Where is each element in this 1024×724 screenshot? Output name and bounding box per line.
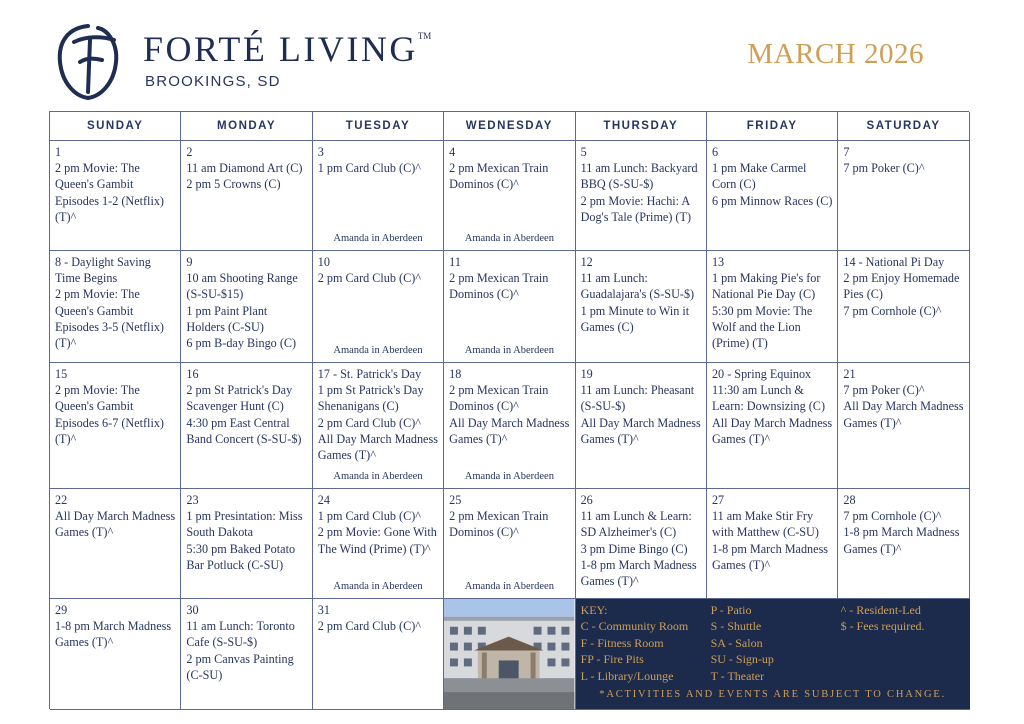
day-cell <box>181 251 312 363</box>
day-cell <box>50 363 181 489</box>
day-cell <box>181 363 312 489</box>
trademark-mark: TM <box>417 31 432 41</box>
disclaimer-text: *ACTIVITIES AND EVENTS ARE SUBJECT TO CHANGE. <box>599 688 947 700</box>
legend-column <box>711 602 774 684</box>
event-entry: 2 pm Canvas Painting (C-SU) <box>186 651 294 682</box>
event-entry: 1-8 pm March Madness Games (T)^ <box>580 557 697 589</box>
event-entry: 10 am Shooting Range (S-SU-$15) <box>186 271 298 302</box>
day-cell <box>707 251 838 363</box>
day-number: 4 <box>449 145 456 159</box>
event-entry: 2 pm Mexican Train Dominos (C)^ <box>449 271 549 302</box>
day-number: 24 <box>317 493 330 507</box>
event-entry: 4:30 pm East Central Band Concert (S-SU-$) <box>186 415 302 446</box>
event-entry: 2 pm Mexican Train Dominos (C)^ <box>449 161 549 192</box>
event-entry: 2 pm 5 Crowns (C) <box>186 177 281 192</box>
day-cell <box>707 363 838 489</box>
event-entry: 2 pm Card Club (C)^ <box>317 619 421 634</box>
event-entry: All Day March Madness Games (T)^ <box>449 415 570 446</box>
building-image <box>444 599 574 709</box>
event-entry: 1 pm Paint Plant Holders (C-SU) <box>186 303 268 334</box>
day-number: 27 <box>711 493 725 507</box>
event-entry: 5:30 pm Movie: The Wolf and the Lion (Prime) (T) <box>711 303 813 351</box>
event-entry: 2 pm Card Club (C)^ <box>317 415 421 430</box>
day-cell <box>707 141 838 251</box>
day-number: 8 - Daylight Saving Time Begins <box>55 255 151 286</box>
legend-key <box>576 599 970 710</box>
event-entry: 1 pm Presintation: Miss South Dakota <box>186 509 303 540</box>
event-entry: 2 pm Mexican Train Dominos (C)^ <box>449 509 549 540</box>
day-number: 7 <box>843 145 850 159</box>
day-number: 17 - St. Patrick's Day <box>317 367 422 381</box>
event-entry: 2 pm Movie: The Queen's Gambit Episodes 3-5 (Netflix) (T)^ <box>55 287 164 351</box>
event-entry: 3 pm Dime Bingo (C) <box>580 541 688 556</box>
day-number: 31 <box>317 603 330 617</box>
day-number: 9 <box>186 255 193 269</box>
day-number: 28 <box>843 493 856 507</box>
day-header: FRIDAY <box>707 112 838 141</box>
staff-note: Amanda in Aberdeen <box>464 581 554 592</box>
brand-location: BROOKINGS, SD <box>145 73 281 90</box>
day-cell <box>576 251 707 363</box>
event-entry: 11:30 am Lunch & Learn: Downsizing (C) <box>711 383 825 414</box>
day-number: 1 <box>55 145 62 159</box>
day-cell <box>50 599 181 710</box>
event-entry: 11 am Make Stir Fry with Matthew (C-SU) <box>711 509 819 540</box>
day-number: 13 <box>711 255 725 269</box>
event-entry: All Day March Madness Games (T)^ <box>580 415 701 446</box>
legend-entry: FP - Fire Pits <box>580 652 644 667</box>
day-cell <box>707 489 838 599</box>
event-entry: 2 pm Movie: Gone With The Wind (Prime) (T)^ <box>317 525 437 556</box>
day-number: 6 <box>711 145 719 159</box>
legend-entry: P - Patio <box>710 603 752 617</box>
day-cell <box>838 489 969 599</box>
event-entry: 11 am Lunch: Backyard BBQ (S-SU-$) <box>580 161 698 192</box>
staff-note: Amanda in Aberdeen <box>333 471 423 482</box>
event-entry: 11 am Lunch: Toronto Cafe (S-SU-$) <box>186 619 295 650</box>
event-entry: 11 am Diamond Art (C) <box>186 161 303 176</box>
day-header: SATURDAY <box>838 112 969 141</box>
day-cell <box>576 363 707 489</box>
day-cell <box>181 141 312 251</box>
legend-column <box>841 602 925 635</box>
day-number: 3 <box>317 145 324 159</box>
day-number: 30 <box>186 603 199 617</box>
day-number: 15 <box>55 367 68 381</box>
day-number: 18 <box>449 367 462 381</box>
event-entry: 2 pm Movie: Hachi: A Dog's Tale (Prime) (T) <box>580 193 691 224</box>
event-entry: 2 pm Mexican Train Dominos (C)^ <box>449 383 549 414</box>
event-entry: 1-8 pm March Madness Games (T)^ <box>711 541 829 572</box>
staff-note: Amanda in Aberdeen <box>333 345 423 356</box>
day-header: MONDAY <box>181 112 312 141</box>
event-entry: 1-8 pm March Madness Games (T)^ <box>843 525 960 556</box>
event-entry: 2 pm St Patrick's Day Scavenger Hunt (C) <box>186 383 293 414</box>
event-entry: 6 pm Minnow Races (C) <box>711 193 833 208</box>
day-number: 22 <box>55 493 68 507</box>
day-number: 12 <box>580 255 593 269</box>
legend-entry: ^ - Resident-Led <box>840 603 921 617</box>
day-cell <box>50 251 181 363</box>
staff-note: Amanda in Aberdeen <box>464 233 554 244</box>
event-entry: 1 pm Card Club (C)^ <box>317 509 421 524</box>
day-number: 14 - National Pi Day <box>843 255 945 269</box>
event-entry: 1 pm Minute to Win it Games (C) <box>580 303 690 334</box>
event-entry: 1 pm Make Carmel Corn (C) <box>711 161 807 192</box>
event-entry: 11 am Lunch: Guadalajara's (S-SU-$) <box>580 271 695 302</box>
legend-entry: SA - Salon <box>710 635 763 650</box>
day-number: 5 <box>580 145 587 159</box>
staff-note: Amanda in Aberdeen <box>464 471 554 482</box>
event-entry: 2 pm Movie: The Queen's Gambit Episodes 6-7 (Netflix) (T)^ <box>55 383 164 446</box>
day-cell <box>313 363 444 489</box>
event-entry: 11 am Lunch & Learn: SD Alzheimer's (C) <box>580 509 692 540</box>
event-entry: 2 pm Enjoy Homemade Pies (C) <box>843 271 960 302</box>
day-number: 19 <box>580 367 593 381</box>
day-header: SUNDAY <box>50 112 181 141</box>
legend-entry: T - Theater <box>710 668 765 683</box>
day-cell <box>313 599 444 710</box>
event-entry: All Day March Madness Games (T)^ <box>843 399 964 430</box>
staff-note: Amanda in Aberdeen <box>333 233 423 244</box>
event-entry: 2 pm Card Club (C)^ <box>317 271 421 286</box>
day-cell <box>444 489 575 599</box>
day-cell <box>313 141 444 251</box>
calendar-grid <box>49 111 969 709</box>
day-cell <box>444 251 575 363</box>
event-entry: 1 pm St Patrick's Day Shenanigans (C) <box>317 383 424 414</box>
day-cell <box>576 489 707 599</box>
day-number: 2 <box>186 145 193 159</box>
day-cell <box>444 141 575 251</box>
day-number: 20 - Spring Equinox <box>711 367 812 381</box>
day-cell <box>444 363 575 489</box>
forte-logo-icon <box>52 22 124 102</box>
building-photo <box>444 599 575 710</box>
day-cell <box>576 141 707 251</box>
day-cell <box>50 489 181 599</box>
day-cell <box>838 251 969 363</box>
event-entry: 11 am Lunch: Pheasant (S-SU-$) <box>580 383 695 414</box>
legend-entry: KEY: <box>580 603 608 617</box>
day-cell <box>181 489 312 599</box>
event-entry: All Day March Madness Games (T)^ <box>55 509 176 540</box>
legend-entry: S - Shuttle <box>710 619 762 634</box>
event-entry: All Day March Madness Games (T)^ <box>711 415 833 446</box>
brand-name: FORTÉ LIVING™ <box>143 29 432 69</box>
calendar-header <box>0 0 1024 112</box>
month-title: MARCH 2026 <box>747 38 924 70</box>
day-number: 11 <box>449 255 461 269</box>
legend-column <box>581 602 689 684</box>
day-cell <box>313 489 444 599</box>
event-entry: 7 pm Poker (C)^ <box>843 161 925 176</box>
event-entry: 7 pm Poker (C)^ <box>843 383 925 398</box>
day-cell <box>838 141 969 251</box>
staff-note: Amanda in Aberdeen <box>464 345 554 356</box>
day-number: 25 <box>449 493 462 507</box>
event-entry: 1-8 pm March Madness Games (T)^ <box>55 619 172 650</box>
day-header: WEDNESDAY <box>444 112 575 141</box>
day-number: 23 <box>186 493 199 507</box>
event-entry: 1 pm Making Pie's for National Pie Day (C) <box>711 271 821 302</box>
day-cell <box>838 363 969 489</box>
event-entry: 7 pm Cornhole (C)^ <box>843 303 942 318</box>
day-number: 26 <box>580 493 593 507</box>
day-number: 16 <box>186 367 199 381</box>
legend-entry: C - Community Room <box>580 619 689 634</box>
event-entry: 2 pm Movie: The Queen's Gambit Episodes 1-2 (Netflix) (T)^ <box>55 161 164 224</box>
legend-entry: L - Library/Lounge <box>580 668 674 683</box>
staff-note: Amanda in Aberdeen <box>333 581 423 592</box>
event-entry: 6 pm B-day Bingo (C) <box>186 336 297 351</box>
legend-entry: SU - Sign-up <box>710 652 774 667</box>
legend-entry: $ - Fees required. <box>840 619 925 634</box>
day-number: 21 <box>843 367 856 381</box>
day-cell <box>50 141 181 251</box>
day-header: TUESDAY <box>313 112 444 141</box>
day-cell <box>313 251 444 363</box>
day-header: THURSDAY <box>576 112 707 141</box>
day-number: 10 <box>317 255 330 269</box>
day-cell <box>181 599 312 710</box>
event-entry: 1 pm Card Club (C)^ <box>317 161 421 176</box>
event-entry: 7 pm Cornhole (C)^ <box>843 509 942 524</box>
day-number: 29 <box>55 603 68 617</box>
legend-entry: F - Fitness Room <box>580 635 664 650</box>
event-entry: 5:30 pm Baked Potato Bar Potluck (C-SU) <box>186 541 296 572</box>
event-entry: All Day March Madness Games (T)^ <box>317 431 438 463</box>
